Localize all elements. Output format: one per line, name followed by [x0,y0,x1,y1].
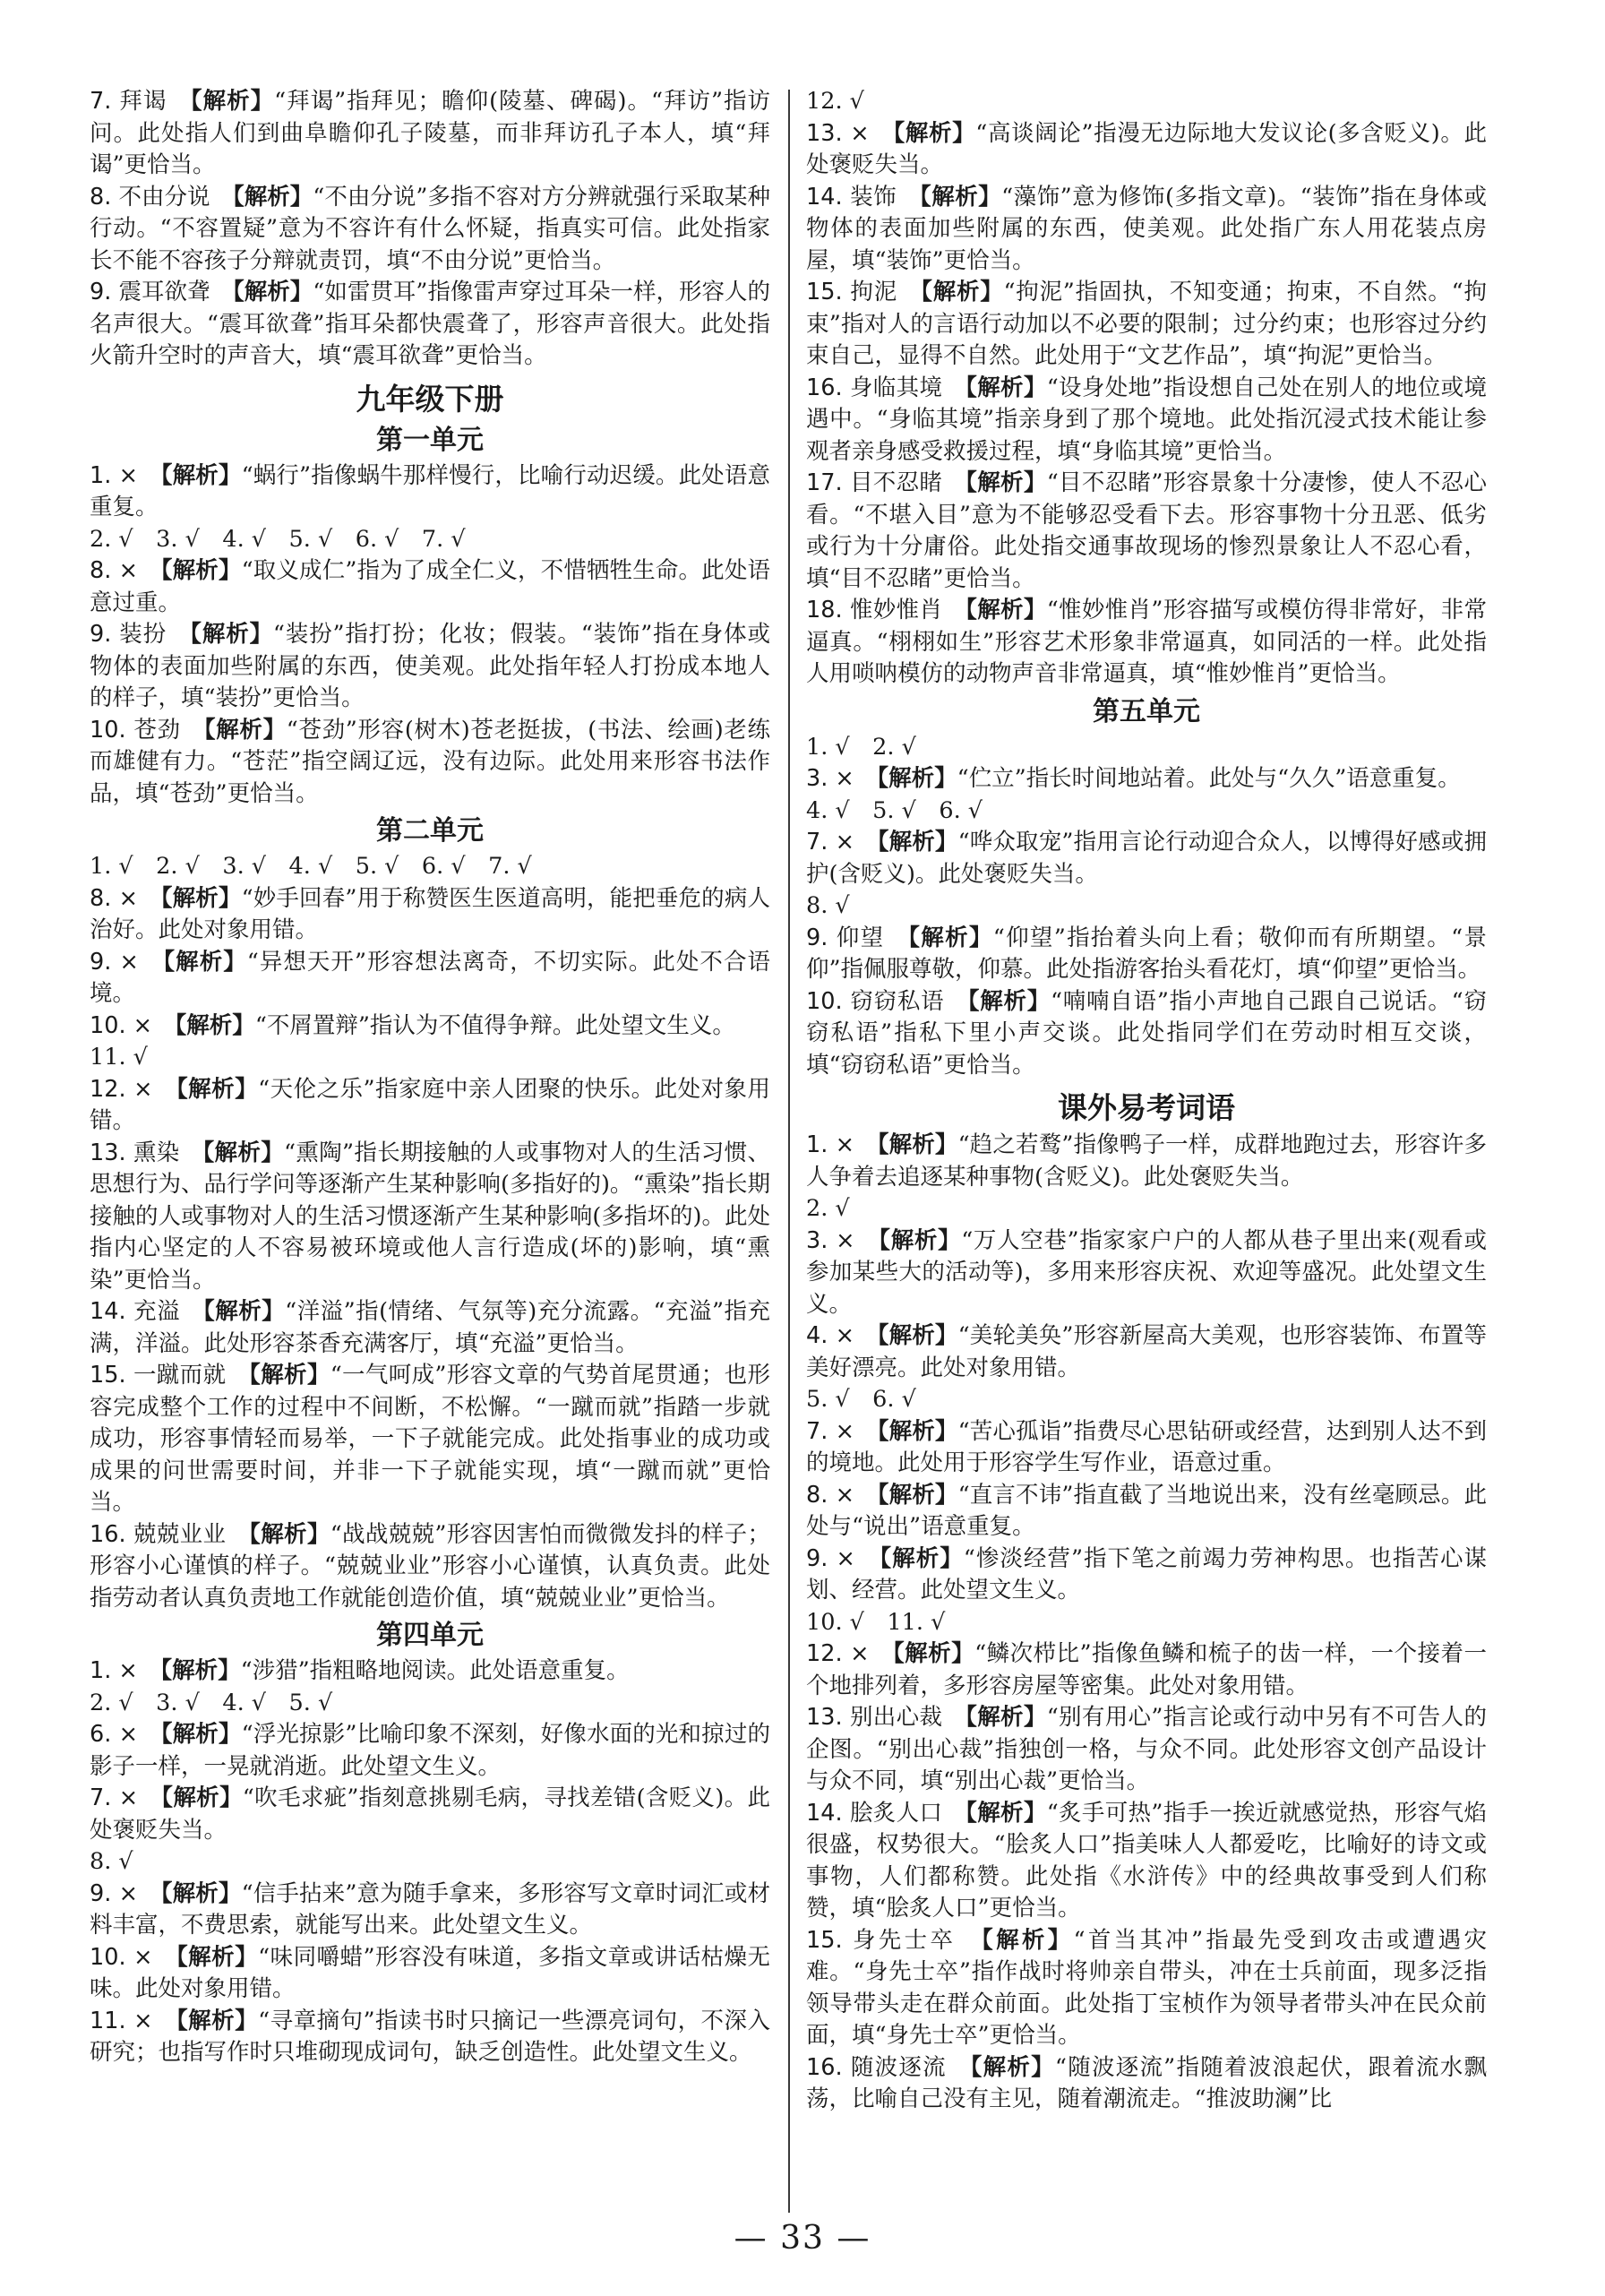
answer-label: 14. 充溢 [90,1298,181,1325]
analysis-tag: 【解析】 [176,1075,259,1103]
answer-entry [90,1360,770,1519]
analysis-tag: 【解析】 [970,2053,1055,2081]
analysis-text: “异想天开”形容想法离奇，不切实际。此处不合语境。 [90,948,770,1007]
answer-entry [90,1296,770,1360]
answer-label: 6. × [90,1721,138,1748]
answer-line: 11. √ [90,1044,148,1071]
analysis-text: “蜗行”指像蜗牛那样慢行，比喻行动迟缓。此处语意重复。 [90,461,770,520]
answer-entry [806,2052,1487,2116]
analysis-tag: 【解析】 [233,183,313,211]
answer-entry [90,1010,770,1043]
answer-entry [90,947,770,1010]
answer-label: 9. × [90,1879,138,1907]
answer-line: 1. √ 2. √ [806,733,916,761]
answer-label: 13. 别出心裁 [806,1704,943,1731]
answer-entry [90,715,770,811]
answer-entry [90,1074,770,1138]
analysis-tag: 【解析】 [967,987,1051,1015]
answer-entry [806,1638,1487,1702]
answer-label: 11. × [90,2007,153,2034]
answer-label: 12. × [806,1640,870,1667]
analysis-tag: 【解析】 [877,829,958,856]
analysis-text: “鳞次栉比”指像鱼鳞和梳子的齿一样，一个接着一个地排列着，多形容房屋等密集。此处对象用错。 [806,1640,1487,1699]
analysis-tag: 【解析】 [966,1704,1047,1731]
answer-line: 2. √ [806,1195,850,1222]
answer-label: 7. × [806,829,854,856]
analysis-text: “惟妙惟肖”形容描写或模仿得非常好，非常逼真。“栩栩如生”形容艺术形象非常逼真，如同活的一样。此处指人用唢呐模仿的动物声音非常逼真，填“惟妙惟肖”更恰当。 [806,597,1487,687]
analysis-tag: 【解析】 [160,461,242,489]
answer-entry [90,460,770,524]
answer-label: 9. × [806,1544,855,1572]
answer-line: 2. √ 3. √ 4. √ 5. √ 6. √ 7. √ [90,525,466,553]
answer-label: 10. 苍劲 [90,716,181,744]
answer-label: 8. × [806,1481,854,1509]
answer-line: 8. √ [806,892,850,919]
analysis-text: “惨淡经营”指下笔之前竭力劳神构思。也指苦心谋划、经营。此处望文生义。 [806,1544,1487,1604]
answer-label: 14. 装饰 [806,183,897,211]
left-column [90,86,770,2069]
analysis-tag: 【解析】 [176,1943,259,1971]
answer-line: 1. √ 2. √ 3. √ 4. √ 5. √ 6. √ 7. √ [90,853,532,880]
analysis-text: “高谈阔论”指漫无边际地大发议论(多含贬义)。此处褒贬失当。 [806,119,1487,178]
analysis-tag: 【解析】 [203,1298,286,1325]
answer-entry [806,373,1487,469]
answer-entry [806,923,1487,986]
analysis-tag: 【解析】 [877,1417,958,1445]
answer-label: 16. 随波逐流 [806,2053,947,2081]
answer-label: 9. 仰望 [806,924,885,951]
analysis-tag: 【解析】 [880,1544,964,1572]
analysis-text: “味同嚼蜡”形容没有味道，多指文章或讲话枯燥无味。此处对象用错。 [90,1943,770,2002]
analysis-tag: 【解析】 [920,183,1002,211]
analysis-text: “装扮”指打扮；化妆；假装。“装饰”指在身体或物体的表面加些附属的东西，使美观。此处指年轻人打扮成本地人的样子，填“装扮”更恰当。 [90,621,770,711]
analysis-tag: 【解析】 [877,1131,958,1158]
answer-label: 8. × [90,557,138,584]
right-column [806,86,1487,2116]
analysis-tag: 【解析】 [160,1657,241,1684]
analysis-tag: 【解析】 [879,1226,962,1254]
answer-label: 16. 身临其境 [806,374,943,401]
column-divider [788,90,790,2213]
answer-label: 4. × [806,1322,854,1349]
analysis-text: “一气呵成”形容文章的气势首尾贯通；也形容完成整个工作的过程中不间断，不松懈。“一蹴而就”指踏一步就成功，形容事情轻而易举，一下子就能完成。此处指事业的成功或成果的问世需要时间，并非一下子就能实现，填“一蹴而就”更恰当。 [90,1362,770,1516]
answer-label: 10. × [90,1011,153,1039]
analysis-text: “目不忍睹”形容景象十分凄惨，使人不忍心看。“不堪入目”意为不能够忍受看下去。形容事物十分丑恶、低劣或行为十分庸俗。此处指交通事故现场的惨烈景象让人不忍心看，填“目不忍睹”更恰当。 [806,469,1487,592]
answer-label: 15. 拘泥 [806,279,897,305]
answer-entry [90,86,770,182]
analysis-tag: 【解析】 [877,1481,958,1509]
answer-entry [806,1798,1487,1925]
answer-entry [806,277,1487,373]
answer-entry [90,883,770,947]
analysis-tag: 【解析】 [908,924,993,951]
analysis-tag: 【解析】 [176,2007,259,2034]
answer-label: 18. 惟妙惟肖 [806,597,943,623]
answer-label: 10. 窃窃私语 [806,987,945,1015]
answer-entry [90,2006,770,2069]
answer-entry [806,986,1487,1082]
analysis-text: “战战兢兢”形容因害怕而微微发抖的样子；形容小心谨慎的样子。“兢兢业业”形容小心谨慎，认真负责。此处指劳动者认真负责地工作就能创造价值，填“兢兢业业”更恰当。 [90,1520,770,1612]
analysis-text: “信手拈来”意为随手拿来，多形容写文章时词汇或材料丰富，不费思索，就能写出来。此处望文生义。 [90,1879,770,1939]
answer-line: 4. √ 5. √ 6. √ [806,796,983,824]
analysis-text: “藻饰”意为修饰(多指文章)。“装饰”指在身体或物体的表面加些附属的东西，使美观。此处指广东人用花装点房屋，填“装饰”更恰当。 [806,183,1487,274]
answer-entry [90,1138,770,1297]
analysis-text: “寻章摘句”指读书时只摘记一些漂亮词句，不深入研究；也指写作时只堆砌现成词句，缺乏创造性。此处望文生义。 [90,2007,770,2066]
answer-label: 16. 兢兢业业 [90,1520,227,1548]
answer-entry [806,1544,1487,1607]
analysis-text: “苦心孤诣”指费尽心思钻研或经营，达到别人达不到的境地。此处用于形容学生写作业，语意过重。 [806,1417,1487,1476]
analysis-text: “浮光掠影”比喻印象不深刻，好像水面的光和掠过的影子一样，一晃就消逝。此处望文生义。 [90,1721,770,1780]
answer-entry [90,1519,770,1615]
answer-label: 9. 震耳欲聋 [90,279,210,305]
answer-label: 3. × [806,1226,855,1254]
analysis-text: “不屑置辩”指认为不值得争辩。此处望文生义。 [254,1011,735,1039]
answer-entry [806,1130,1487,1193]
answer-entry [90,1942,770,2006]
answer-entry [90,1879,770,1942]
analysis-tag: 【解析】 [160,557,242,584]
analysis-text: “哗众取宠”指用言论行动迎合众人，以博得好感或拥护(含贬义)。此处褒贬失当。 [806,829,1487,888]
analysis-tag: 【解析】 [161,1784,243,1811]
analysis-text: “妙手回春”用于称赞医生医道高明，能把垂危的病人治好。此处对象用错。 [90,884,770,943]
analysis-text: “仰望”指抬着头向上看；敬仰而有所期望。“景仰”指佩服尊敬，仰慕。此处指游客抬头看花灯，填“仰望”更恰当。 [806,924,1487,983]
answer-line: 5. √ 6. √ [806,1386,916,1413]
answer-entry [90,1719,770,1783]
analysis-text: “熏陶”指长期接触的人或事物对人的生活习惯、思想行为、品行学问等逐渐产生某种影响(多指好的)。“熏染”指长期接触的人或事物对人的生活习惯逐渐产生某种影响(多指坏的)。此处指内心坚定的人不容易被环境或他人言行造成(坏的)影响，填“熏染”更恰当。 [90,1139,770,1294]
answer-entry [806,1416,1487,1480]
analysis-tag: 【解析】 [233,279,313,305]
analysis-tag: 【解析】 [160,1721,242,1748]
answer-entry [806,1225,1487,1321]
answer-entry [806,763,1487,795]
analysis-tag: 【解析】 [966,597,1047,623]
analysis-text: “拜谒”指拜见；瞻仰(陵墓、碑碣)。“拜访”指访问。此处指人们到曲阜瞻仰孔子陵墓，而非拜访孔子本人，填“拜谒”更恰当。 [90,88,770,178]
analysis-tag: 【解析】 [249,1520,330,1548]
answer-label: 12. × [90,1075,153,1103]
answer-label: 14. 脍炙人口 [806,1799,943,1827]
analysis-text: “别有用心”指言论或行动中另有不可告人的企图。“别出心裁”指独创一格，与众不同。此处形容文创产品设计与众不同，填“别出心裁”更恰当。 [806,1704,1487,1794]
answer-label: 1. × [90,461,138,489]
answer-entry [90,1783,770,1846]
analysis-text: “伫立”指长时间地站着。此处与“久久”语意重复。 [957,765,1461,792]
answer-label: 9. 装扮 [90,621,167,648]
analysis-tag: 【解析】 [966,374,1047,401]
analysis-text: “不由分说”多指不容对方分辨就强行采取某种行动。“不容置疑”意为不容许有什么怀疑，指真实可信。此处指家长不能不容孩子分辩就责罚，填“不由分说”更恰当。 [90,183,770,274]
unit-heading: 第四单元 [376,1620,484,1651]
analysis-text: “取义成仁”指为了成全仁义，不惜牺牲生命。此处语意过重。 [90,557,770,616]
answer-label: 15. 身先士卒 [806,1926,957,1954]
answer-entry [806,118,1487,182]
analysis-text: “美轮美奂”形容新屋高大美观，也形容装饰、布置等美好漂亮。此处对象用错。 [806,1322,1487,1381]
analysis-tag: 【解析】 [982,1926,1074,1954]
analysis-tag: 【解析】 [202,1139,285,1166]
answer-line: 12. √ [806,88,864,115]
answer-label: 13. × [806,119,870,147]
analysis-tag: 【解析】 [892,1640,975,1667]
answer-label: 1. × [806,1131,854,1158]
answer-entry [90,555,770,619]
answer-label: 7. × [90,1784,139,1811]
analysis-text: “涉猎”指粗略地阅读。此处语意重复。 [240,1657,630,1684]
analysis-text: “直言不讳”指直截了当地说出来，没有丝毫顾忌。此处与“说出”语意重复。 [806,1481,1487,1540]
answer-entry [90,1655,770,1688]
unit-heading: 第二单元 [376,815,484,847]
analysis-tag: 【解析】 [921,279,1004,305]
analysis-tag: 【解析】 [966,1799,1047,1827]
analysis-text: “天伦之乐”指家庭中亲人团聚的快乐。此处对象用错。 [90,1075,770,1134]
answer-label: 3. × [806,765,854,792]
unit-heading: 第一单元 [376,424,484,456]
analysis-tag: 【解析】 [160,1879,242,1907]
answer-label: 7. 拜谒 [90,88,167,115]
analysis-text: “洋溢”指(情绪、气氛等)充分流露。“充溢”指充满，洋溢。此处形容茶香充满客厅，填“充溢”更恰当。 [90,1298,770,1357]
analysis-text: “首当其冲”指最先受到攻击或遭遇灾难。“身先士卒”指作战时将帅亲自带头，冲在士兵前面，现多泛指领导带头走在群众前面。此处指丁宝桢作为领导者带头冲在民众前面，填“身先士卒”更恰当。 [806,1926,1487,2049]
analysis-tag: 【解析】 [877,1322,958,1349]
analysis-text: “趋之若鹜”指像鸭子一样，成群地跑过去，形容许多人争着去追逐某种事物(含贬义)。此处褒贬失当。 [806,1131,1487,1191]
analysis-text: “喃喃自语”指小声地自己跟自己说话。“窃窃私语”指私下里小声交谈。此处指同学们在劳动时相互交谈，填“窃窃私语”更恰当。 [806,987,1487,1079]
answer-entry [806,1925,1487,2052]
section-title: 课外易考词语 [1058,1090,1235,1125]
answer-label: 13. 熏染 [90,1139,180,1166]
analysis-text: “炙手可热”指手一挨近就感觉热，形容气焰很盛，权势很大。“脍炙人口”指美味人人都爱吃，比喻好的诗文或事物，人们都称赞。此处指《水浒传》中的经典故事受到人们称赞，填“脍炙人口”更恰当。 [806,1799,1487,1922]
analysis-text: “吹毛求疵”指刻意挑剔毛病，寻找差错(含贬义)。此处褒贬失当。 [90,1784,770,1844]
answer-label: 8. 不由分说 [90,183,210,211]
answer-entry [806,1320,1487,1384]
answer-entry [806,827,1487,890]
answer-entry [806,1702,1487,1798]
analysis-tag: 【解析】 [190,621,273,648]
answer-label: 10. × [90,1943,153,1971]
page-number: — 33 — [734,2220,871,2257]
answer-label: 1. × [90,1657,138,1684]
analysis-text: “如雷贯耳”指像雷声穿过耳朵一样，形容人的名声很大。“震耳欲聋”指耳朵都快震聋了，形容声音很大。此处指火箭升空时的声音大，填“震耳欲聋”更恰当。 [90,279,770,369]
analysis-tag: 【解析】 [877,765,957,792]
answer-entry [90,182,770,278]
analysis-tag: 【解析】 [249,1362,330,1389]
analysis-tag: 【解析】 [163,948,247,976]
unit-heading: 第五单元 [1093,695,1200,727]
analysis-text: “拘泥”指固执，不知变通；拘束，不自然。“拘束”指对人的言语行动加以不必要的限制；过分约束；也形容过分约束自己，显得不自然。此处用于“文艺作品”，填“拘泥”更恰当。 [806,279,1487,369]
answer-entry [806,182,1487,278]
answer-entry [90,619,770,715]
analysis-text: “苍劲”形容(树木)苍老挺拔，(书法、绘画)老练而雄健有力。“苍茫”指空阔辽远，没有边际。此处用来形容书法作品，填“苍劲”更恰当。 [90,716,770,807]
section-title: 九年级下册 [356,381,504,417]
analysis-tag: 【解析】 [175,1011,255,1039]
answer-label: 7. × [806,1417,854,1445]
answer-entry [806,468,1487,595]
answer-entry [806,1480,1487,1544]
answer-label: 9. × [90,948,139,976]
analysis-text: “随波逐流”指随着波浪起伏，跟着流水飘荡，比喻自己没有主见，随着潮流走。“推波助澜”比 [806,2053,1487,2112]
analysis-tag: 【解析】 [966,469,1047,496]
answer-label: 15. 一蹴而就 [90,1362,227,1389]
analysis-text: “万人空巷”指家家户户的人都从巷子里出来(观看或参加某些大的活动等)，多用来形容庆祝、欢迎等盛况。此处望文生义。 [806,1226,1487,1318]
answer-line: 2. √ 3. √ 4. √ 5. √ [90,1689,333,1716]
answer-entry [806,595,1487,691]
analysis-text: “设身处地”指设想自己处在别人的地位或境遇中。“身临其境”指亲身到了那个境地。此处指沉浸式技术能让参观者亲身感受救援过程，填“身临其境”更恰当。 [806,374,1487,465]
analysis-tag: 【解析】 [190,88,275,115]
answer-line: 10. √ 11. √ [806,1608,946,1636]
analysis-tag: 【解析】 [160,884,242,912]
analysis-tag: 【解析】 [203,716,287,744]
answer-label: 8. × [90,884,138,912]
answer-entry [90,277,770,373]
answer-label: 17. 目不忍睹 [806,469,943,496]
analysis-tag: 【解析】 [893,119,976,147]
answer-line: 8. √ [90,1848,133,1875]
